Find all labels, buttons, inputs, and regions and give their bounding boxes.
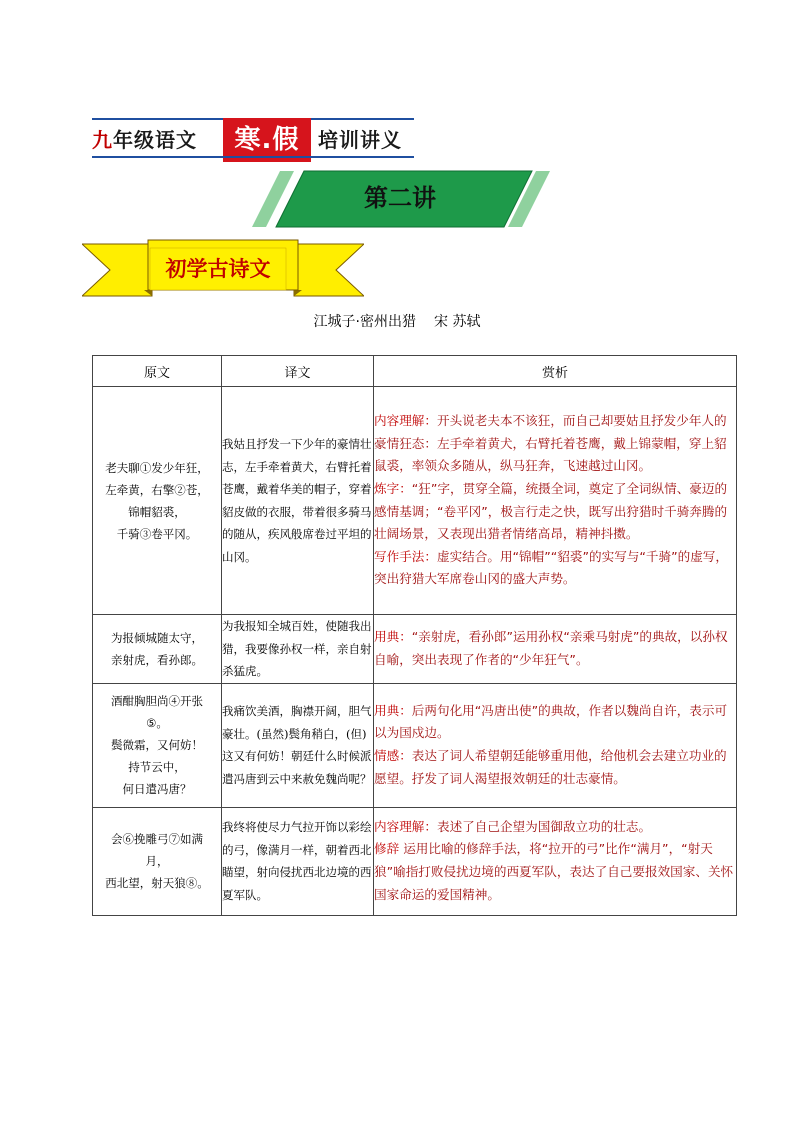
original-line: 亲射虎，看孙郎。	[111, 652, 203, 667]
appreciation-label: 情感	[374, 748, 400, 763]
table-row	[93, 615, 737, 684]
appreciation-text: 虚实结合。用“锦帽”“貂裘”的实写与“千骑”的虚写，突出狩猎大军席卷山冈的盛大声势。	[374, 548, 728, 587]
appreciation-sep: ：	[399, 480, 412, 496]
appreciation-label: 内容理解	[374, 818, 425, 834]
table-row	[93, 807, 737, 915]
appreciation-cell	[374, 807, 737, 915]
original-line: ⑤。	[146, 716, 168, 730]
original-line: 酒酣胸胆尚④开张	[111, 694, 203, 708]
original-cell	[93, 683, 222, 807]
appreciation-label: 内容理解	[374, 413, 425, 429]
original-line: 锦帽貂裘，	[128, 504, 186, 519]
appreciation-text: 开头说老夫本不该狂，而自己却要姑且抒发少年人的豪情狂态：左手牵着黄犬，右臂托着苍鹰，戴上锦蒙帽，穿上貂鼠裘，率领众多随从，纵马狂奔，飞速越过山冈。	[374, 413, 727, 474]
original-line: 西北望，射天狼⑧。	[105, 876, 209, 890]
translation-cell: 我姑且抒发一下少年的豪情壮志，左手牵着黄犬，右臂托着苍鹰，戴着华美的帽子，穿着貂皮做的衣服，带着很多骑马的随从，疾风般席卷过平坦的山冈。	[222, 387, 374, 615]
appreciation-label: 写作手法	[374, 548, 425, 564]
original-line: 持节云中，	[128, 760, 186, 774]
table-header-row	[93, 356, 737, 387]
lecture-banner	[244, 170, 556, 228]
original-line: 月，	[145, 854, 169, 868]
lecture-header	[92, 118, 414, 164]
appreciation-text: 表述了自己企望为国御敌立功的壮志。	[436, 818, 652, 834]
appreciation-cell	[374, 387, 737, 615]
original-line: 为报倾城随太守，	[111, 630, 203, 645]
appreciation-sep: ：	[424, 548, 437, 564]
appreciation-item	[374, 745, 736, 790]
appreciation-item	[374, 410, 736, 478]
translation-cell: 为我报知全城百姓，使随我出猎，我要像孙权一样，亲自射杀猛虎。	[222, 615, 374, 684]
translation-cell: 我痛饮美酒，胸襟开阔，胆气豪壮。(虽然)鬓角稍白，(但)这又有何妨！朝廷什么时候派遣冯唐到云中来赦免魏尚呢？	[222, 683, 374, 807]
original-cell	[93, 615, 222, 684]
header-grade-number: 九	[92, 128, 113, 152]
table-row	[93, 387, 737, 615]
col-header-appreciation: 赏析	[374, 356, 737, 387]
header-course-type: 培训讲义	[318, 128, 402, 152]
appreciation-text: 后两句化用“冯唐出使”的典故，作者以魏尚自许，表示可以为国戍边。	[374, 702, 728, 741]
appreciation-item	[374, 546, 736, 591]
original-line: 左牵黄，右擎②苍，	[105, 482, 209, 497]
section-title: 初学古诗文	[165, 256, 271, 281]
original-line: 鬓微霜，又何妨！	[111, 738, 203, 752]
appreciation-label: 用典	[374, 702, 400, 718]
appreciation-item	[374, 626, 736, 671]
original-line: 老夫聊①发少年狂，	[105, 460, 209, 475]
header-rule-bottom	[92, 156, 414, 158]
appreciation-item	[374, 478, 736, 546]
appreciation-item	[374, 816, 736, 839]
appreciation-cell	[374, 615, 737, 684]
lecture-number: 第二讲	[364, 184, 436, 212]
appreciation-cell	[374, 683, 737, 807]
appreciation-item	[374, 838, 736, 906]
appreciation-label: 炼字	[374, 480, 400, 496]
poem-heading	[0, 311, 794, 331]
header-grade	[92, 124, 197, 153]
poem-analysis-table	[92, 355, 737, 916]
appreciation-item	[374, 700, 736, 745]
original-cell	[93, 387, 222, 615]
poem-author: 宋 苏轼	[434, 314, 481, 330]
appreciation-label: 修辞	[374, 841, 400, 857]
table-row	[93, 683, 737, 807]
original-line: 千骑③卷平冈。	[116, 526, 198, 541]
header-grade-subject: 年级语文	[113, 128, 197, 152]
original-line: 会⑥挽雕弓⑦如满	[111, 832, 203, 846]
appreciation-sep: ：	[399, 702, 412, 718]
appreciation-sep: ：	[399, 748, 412, 763]
header-winter-badge: 寒.假	[223, 118, 311, 162]
appreciation-text: 运用比喻的修辞手法，将“拉开的弓”比作“满月”，“射天狼”喻指打败侵扰边境的西夏军队，表达了自己要报效国家、关怀国家命运的爱国精神。	[374, 841, 734, 902]
appreciation-label: 用典	[374, 629, 400, 645]
appreciation-text: “狂”字，贯穿全篇，统摄全词，奠定了全词纵情、豪迈的感情基调；“卷平冈”，极言行走之快，既写出狩猎时千骑奔腾的壮阔场景，又表现出猎者情绪高昂，精神抖擞。	[374, 480, 728, 542]
original-line: 何日遣冯唐？	[122, 782, 192, 796]
original-cell	[93, 807, 222, 915]
translation-cell: 我终将使尽力气拉开饰以彩绘的弓，像满月一样，朝着西北瞄望，射向侵扰西北边境的西夏军队。	[222, 807, 374, 915]
col-header-translation: 译文	[222, 356, 374, 387]
appreciation-text: “亲射虎，看孙郎”运用孙权“亲乘马射虎”的典故，以孙权自喻，突出表现了作者的“少年狂气”。	[374, 629, 728, 667]
appreciation-sep: ：	[399, 629, 412, 645]
appreciation-text: 表达了词人希望朝廷能够重用他，给他机会去建立功业的愿望。抒发了词人渴望报效朝廷的壮志豪情。	[374, 748, 727, 786]
poem-title: 江城子·密州出猎	[313, 314, 416, 330]
col-header-original: 原文	[93, 356, 222, 387]
appreciation-sep: ：	[424, 413, 437, 429]
appreciation-sep: ：	[424, 818, 437, 834]
